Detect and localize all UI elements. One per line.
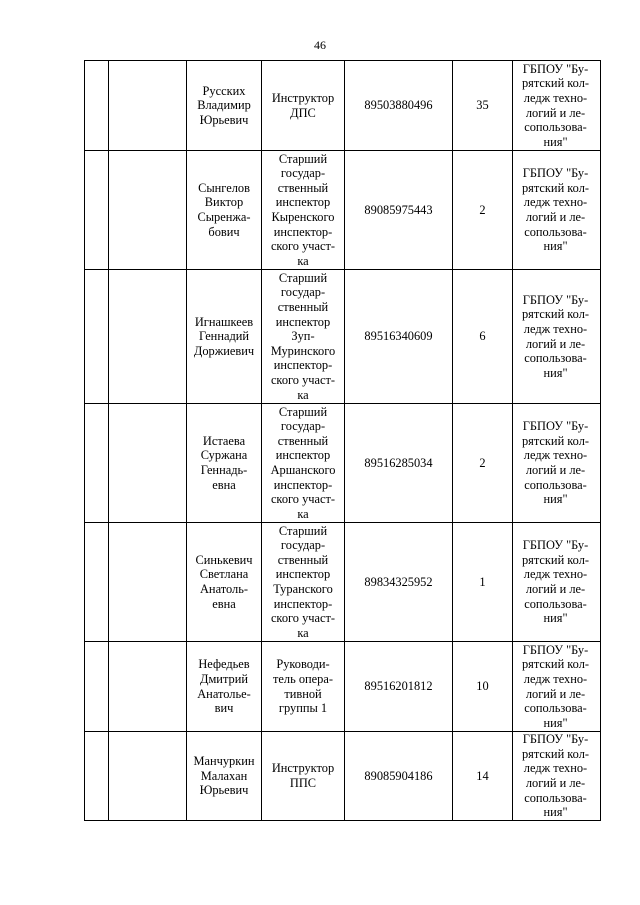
blank-cell [85,404,109,523]
organization-cell: ГБПОУ "Бу- рятский кол- ледж техно- логий и ле- сопользова- ния" [513,151,601,270]
blank-cell [85,61,109,151]
position-cell: Старший государ- ственный инспектор Зуп- Муринского инспектор- ского участ- ка [262,270,345,404]
blank-cell [109,642,187,732]
page-number: 46 [314,38,326,52]
table-row [85,61,601,151]
name-cell: Русских Владимир Юрьевич [187,61,262,151]
name-cell: Синькевич Светлана Анатоль- евна [187,523,262,642]
blank-cell [109,523,187,642]
count-cell: 35 [453,61,513,151]
table-row [85,523,601,642]
organization-cell: ГБПОУ "Бу- рятский кол- ледж техно- логий и ле- сопользова- ния" [513,270,601,404]
name-cell: Сынгелов Виктор Сыренжа- бович [187,151,262,270]
blank-cell [109,270,187,404]
blank-cell [85,732,109,821]
name-cell: Нефедьев Дмитрий Анатолье- вич [187,642,262,732]
blank-cell [85,151,109,270]
blank-cell [85,642,109,732]
name-cell: Манчуркин Малахан Юрьевич [187,732,262,821]
blank-cell [109,61,187,151]
organization-cell: ГБПОУ "Бу- рятский кол- ледж техно- логий и ле- сопользова- ния" [513,642,601,732]
name-cell: Игнашкеев Геннадий Доржиевич [187,270,262,404]
count-cell: 14 [453,732,513,821]
phone-cell: 89085975443 [345,151,453,270]
position-cell: Руководи- тель опера- тивной группы 1 [262,642,345,732]
position-cell: Старший государ- ственный инспектор Аршанского инспектор- ского участ- ка [262,404,345,523]
count-cell: 10 [453,642,513,732]
blank-cell [109,732,187,821]
phone-cell: 89516285034 [345,404,453,523]
organization-cell: ГБПОУ "Бу- рятский кол- ледж техно- логий и ле- сопользова- ния" [513,732,601,821]
staff-table [84,60,601,821]
organization-cell: ГБПОУ "Бу- рятский кол- ледж техно- логий и ле- сопользова- ния" [513,404,601,523]
table-row [85,404,601,523]
count-cell: 6 [453,270,513,404]
organization-cell: ГБПОУ "Бу- рятский кол- ледж техно- логий и ле- сопользова- ния" [513,523,601,642]
table-row [85,732,601,821]
phone-cell: 89516201812 [345,642,453,732]
count-cell: 2 [453,151,513,270]
position-cell: Старший государ- ственный инспектор Кыренского инспектор- ского участ- ка [262,151,345,270]
table-row [85,642,601,732]
blank-cell [85,270,109,404]
position-cell: Старший государ- ственный инспектор Туранского инспектор- ского участ- ка [262,523,345,642]
position-cell: Инструктор ППС [262,732,345,821]
phone-cell: 89503880496 [345,61,453,151]
phone-cell: 89516340609 [345,270,453,404]
position-cell: Инструктор ДПС [262,61,345,151]
table-row [85,270,601,404]
organization-cell: ГБПОУ "Бу- рятский кол- ледж техно- логий и ле- сопользова- ния" [513,61,601,151]
blank-cell [109,151,187,270]
phone-cell: 89085904186 [345,732,453,821]
count-cell: 2 [453,404,513,523]
blank-cell [85,523,109,642]
name-cell: Истаева Суржана Геннадь- евна [187,404,262,523]
table-row [85,151,601,270]
blank-cell [109,404,187,523]
phone-cell: 89834325952 [345,523,453,642]
count-cell: 1 [453,523,513,642]
